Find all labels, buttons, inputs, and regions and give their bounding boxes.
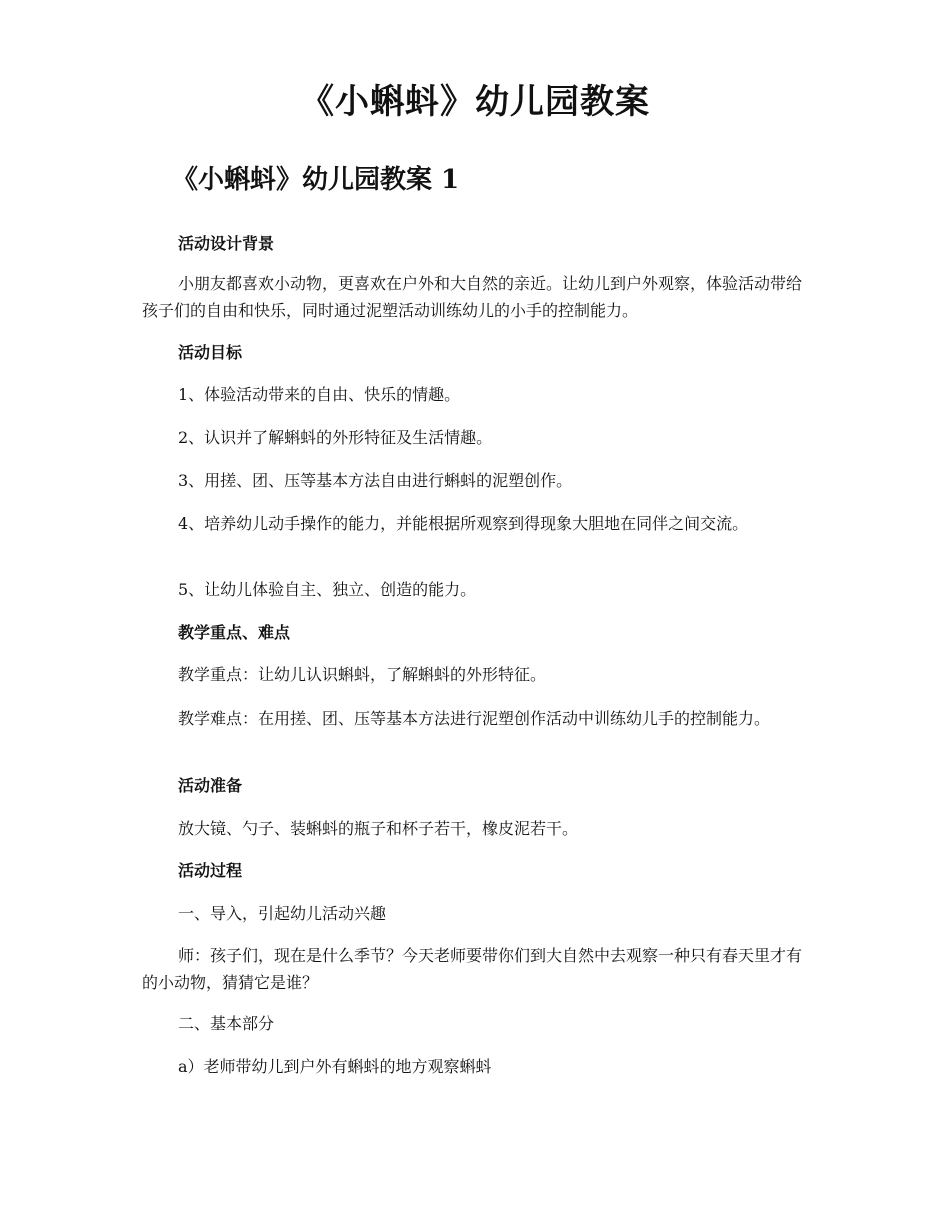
document-title: 《小蝌蚪》幼儿园教案	[300, 82, 650, 122]
paragraph-key-point: 教学重点：让幼儿认识蝌蚪，了解蝌蚪的外形特征。	[178, 665, 547, 684]
heading-key-points: 教学重点、难点	[178, 623, 291, 642]
heading-preparation: 活动准备	[178, 776, 243, 795]
paragraph-difficulty: 教学难点：在用搓、团、压等基本方法进行泥塑创作活动中训练幼儿手的控制能力。	[178, 709, 771, 728]
paragraph-background: 小朋友都喜欢小动物，更喜欢在户外和大自然的亲近。让幼儿到户外观察，体验活动带给孩子们的自由和快乐，同时通过泥塑活动训练幼儿的小手的控制能力。	[142, 274, 803, 320]
process-substep-a: a）老师带幼儿到户外有蝌蚪的地方观察蝌蚪	[178, 1057, 492, 1076]
heading-process: 活动过程	[178, 861, 243, 880]
process-step-basic: 二、基本部分	[178, 1014, 275, 1033]
paragraph-teacher-question: 师：孩子们，现在是什么季节？今天老师要带你们到大自然中去观察一种只有春天里才有的小动物，猜猜它是谁？	[142, 946, 803, 992]
section-title: 《小蝌蚪》幼儿园教案 1	[172, 165, 460, 195]
goal-item-4: 4、培养幼儿动手操作的能力，并能根据所观察到得现象大胆地在同伴之间交流。	[178, 514, 749, 533]
goal-item-2: 2、认识并了解蝌蚪的外形特征及生活情趣。	[178, 428, 493, 447]
goal-item-1: 1、体验活动带来的自由、快乐的情趣。	[178, 385, 461, 404]
goal-item-5: 5、让幼儿体验自主、独立、创造的能力。	[178, 580, 477, 599]
paragraph-preparation: 放大镜、勺子、装蝌蚪的瓶子和杯子若干，橡皮泥若干。	[178, 819, 579, 838]
process-step-intro: 一、导入，引起幼儿活动兴趣	[178, 904, 387, 923]
goal-item-3: 3、用搓、团、压等基本方法自由进行蝌蚪的泥塑创作。	[178, 471, 573, 490]
heading-goals: 活动目标	[178, 343, 243, 362]
heading-background: 活动设计背景	[178, 234, 275, 253]
